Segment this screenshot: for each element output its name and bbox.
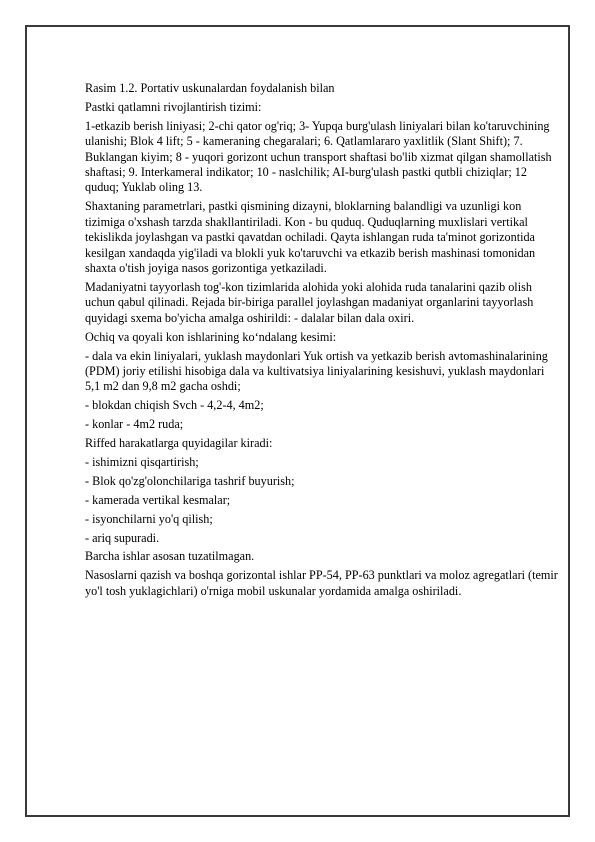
body-paragraph: Nasoslarni qazish va boshqa gorizontal ishlar PP-54, PP-63 punktlari va moloz agregatlari (temir yo'l tosh yuklagichlari) o'rniga mobil uskunalar yordamida amalga oshiriladi. xyxy=(85,568,558,598)
list-item: - blokdan chiqish Svch - 4,2-4, 4m2; xyxy=(85,398,264,413)
body-paragraph: Barcha ishlar asosan tuzatilmagan. xyxy=(85,549,255,564)
document-body xyxy=(85,81,561,603)
section-heading: Riffed harakatlarga quyidagilar kiradi: xyxy=(85,436,273,451)
list-item: - Blok qo'zg'olonchilariga tashrif buyurish; xyxy=(85,473,295,488)
body-paragraph: Madaniyatni tayyorlash tog'-kon tizimlarida alohida yoki alohida ruda tanalarini qazib olish uchun qabul qilinadi. Rejada bir-biriga parallel joylashgan madaniyat organlarini tayyorlash quyidagi sxema bo'yicha amalga oshirildi: - dalalar bilan dala oxiri. xyxy=(85,279,534,325)
figure-caption: Rasim 1.2. Portativ uskunalardan foydalanish bilan xyxy=(85,81,335,95)
section-heading: Pastki qatlamni rivojlantirish tizimi: xyxy=(85,99,262,114)
body-paragraph: Shaxtaning parametrlari, pastki qismining dizayni, bloklarning balandligi va uzunligi kon tizimiga o'xshash tarzda shakllantiriladi. Kon - bu quduq. Quduqlarning muxlislari vertikal tekislikda joylashgan va pastki qavatdan ochiladi. Qayta ishlangan ruda ta'minot gorizontida kesilgan xandaqda yig'iladi va blokli yuk ko'taruvchi va etkazib berish mashinasi tomonidan shaxta o'tish joyiga nasos gorizontiga yetkaziladi. xyxy=(85,199,536,275)
legend-paragraph: 1-etkazib berish liniyasi; 2-chi qator og'riq; 3- Yupqa burg'ulash liniyalari bilan ko'taruvchining ulanishi; Blok 4 lift; 5 - kameraning chegaralari; 6. Qatlamlararo yaxlitlik (Slant Shift); 7. Buklangan kiyim; 8 - yuqori gorizont uchun transport shaftasi bo'lib xizmat qilgan shamollatish shaftasi; 9. Interkameral indikator; 10 - naslchilik; AI-burg'ulash pastki qutbli chiziqlar; 12 quduq; Yuklab oling 13. xyxy=(85,118,552,195)
list-item: - ishimizni qisqartirish; xyxy=(85,454,199,469)
list-item: - kamerada vertikal kesmalar; xyxy=(85,492,231,507)
list-item: - isyonchilarni yo'q qilish; xyxy=(85,511,213,526)
list-item: - dala va ekin liniyalari, yuklash maydonlari Yuk ortish va yetkazib berish avtomashinalarining (PDM) joriy etilishi hisobiga dala va kultivatsiya liniyalarining kesishuvi, yuklash maydonlari 5,1 m2 dan 9,8 m2 gacha oshdi; xyxy=(85,348,548,394)
section-heading: Ochiq va qoyali kon ishlarining ko‘ndalang kesimi: xyxy=(85,329,337,344)
list-item: - konlar - 4m2 ruda; xyxy=(85,417,184,432)
list-item: - ariq supuradi. xyxy=(85,530,160,545)
